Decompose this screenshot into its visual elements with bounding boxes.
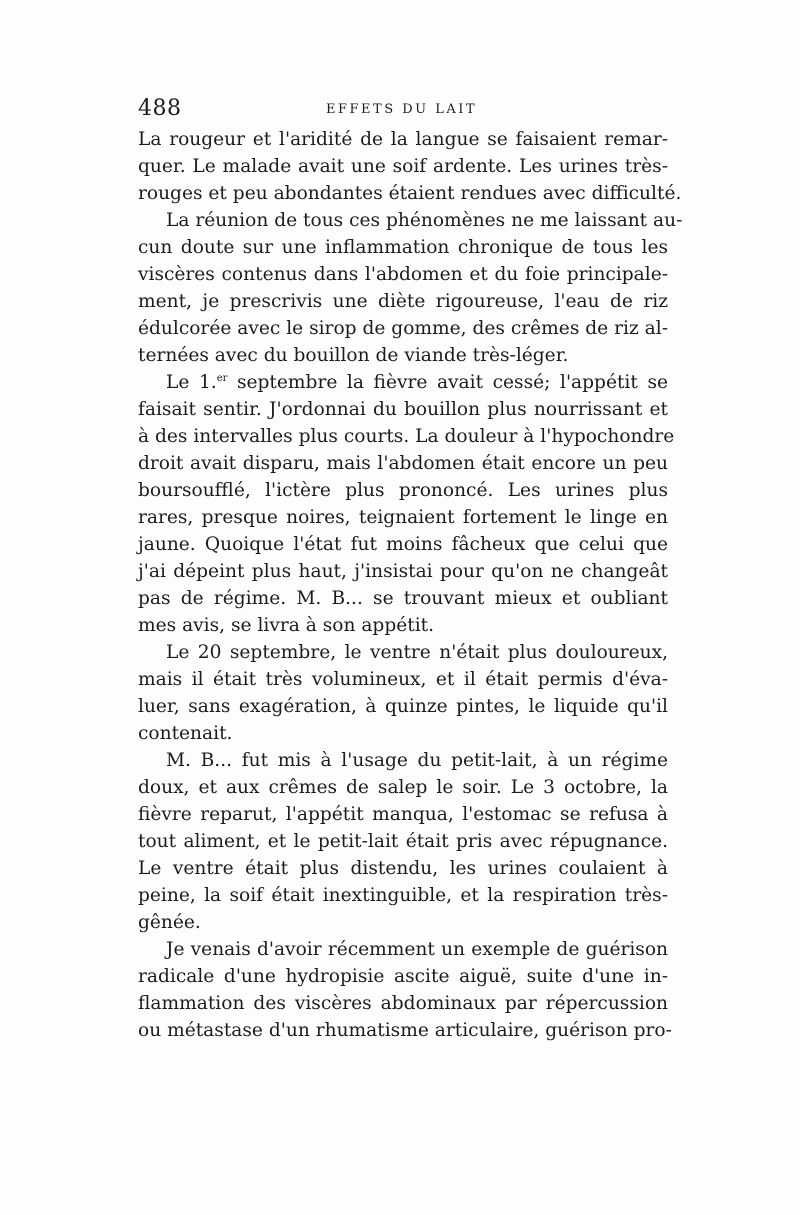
body-text	[138, 126, 683, 1044]
text-line: pas de régime. M. B... se trouvant mieux et oubliant	[138, 588, 668, 609]
text-line: La réunion de tous ces phénomènes ne me laissant au-	[166, 210, 683, 231]
text-line: ou métastase d'un rhumatisme articulaire, guérison pro-	[138, 1020, 672, 1041]
text-line: boursoufflé, l'ictère plus prononcé. Les urines plus	[138, 480, 668, 501]
text-line: jaune. Quoique l'état fut moins fâcheux que celui que	[138, 534, 668, 555]
paragraph	[138, 639, 668, 747]
paragraph	[138, 747, 668, 936]
text-line: gênée.	[138, 912, 201, 933]
text-line: droit avait disparu, mais l'abdomen était encore un peu	[138, 453, 668, 474]
paragraph	[138, 369, 675, 639]
text-line: Je venais d'avoir récemment un exemple de guérison	[166, 939, 668, 960]
text-line: édulcorée avec le sirop de gomme, des crêmes de riz al-	[138, 318, 668, 339]
paragraph	[138, 936, 672, 1044]
text-line: quer. Le malade avait une soif ardente. Les urines très-	[138, 156, 668, 177]
text-line: Le ventre était plus distendu, les urines coulaient à	[138, 858, 668, 879]
text-line: faisait sentir. J'ordonnai du bouillon plus nourrissant et	[138, 399, 668, 420]
text-line: flammation des viscères abdominaux par répercussion	[138, 993, 668, 1014]
text-line: fièvre reparut, l'appétit manqua, l'estomac se refusa à	[138, 804, 668, 825]
text-line: ternées avec du bouillon de viande très-léger.	[138, 345, 569, 366]
text-line: rares, presque noires, teignaient fortement le linge en	[138, 507, 668, 528]
text-line: peine, la soif était inextinguible, et la respiration très-	[138, 885, 668, 906]
text-line: rouges et peu abondantes étaient rendues avec difficulté.	[138, 183, 682, 204]
text-line: radicale d'une hydropisie ascite aiguë, suite d'une in-	[138, 966, 668, 987]
text-line: mais il était très volumineux, et il était permis d'éva-	[138, 669, 668, 690]
text-line: tout aliment, et le petit-lait était pris avec répugnance.	[138, 831, 668, 852]
running-title: EFFETS DU LAIT	[326, 102, 478, 117]
text-line: doux, et aux crêmes de salep le soir. Le 3 octobre, la	[138, 777, 668, 798]
text-line: viscères contenus dans l'abdomen et du foie principale-	[138, 264, 668, 285]
text-line: ment, je prescrivis une diète rigoureuse, l'eau de riz	[138, 291, 668, 312]
text-line: Le 20 septembre, le ventre n'était plus douloureux,	[166, 642, 668, 663]
text-line: mes avis, se livra à son appétit.	[138, 615, 435, 636]
page-number: 488	[138, 96, 182, 121]
text-line: M. B... fut mis à l'usage du petit-lait, à un régime	[166, 750, 668, 771]
running-header	[138, 96, 668, 122]
text-line: cun doute sur une inflammation chronique de tous les	[138, 237, 668, 258]
text-line: Le 1.$^{er}$ septembre la fièvre avait cessé; l'appétit se	[166, 372, 668, 393]
text-line: La rougeur et l'aridité de la langue se faisaient remar-	[138, 129, 668, 150]
text-line: à des intervalles plus courts. La douleur à l'hypochondre	[138, 426, 675, 447]
paragraph	[138, 126, 682, 207]
text-line: j'ai dépeint plus haut, j'insistai pour qu'on ne changeât	[138, 561, 668, 582]
text-line: contenait.	[138, 723, 233, 744]
text-line: luer, sans exagération, à quinze pintes, le liquide qu'il	[138, 696, 668, 717]
paragraph	[138, 207, 683, 369]
